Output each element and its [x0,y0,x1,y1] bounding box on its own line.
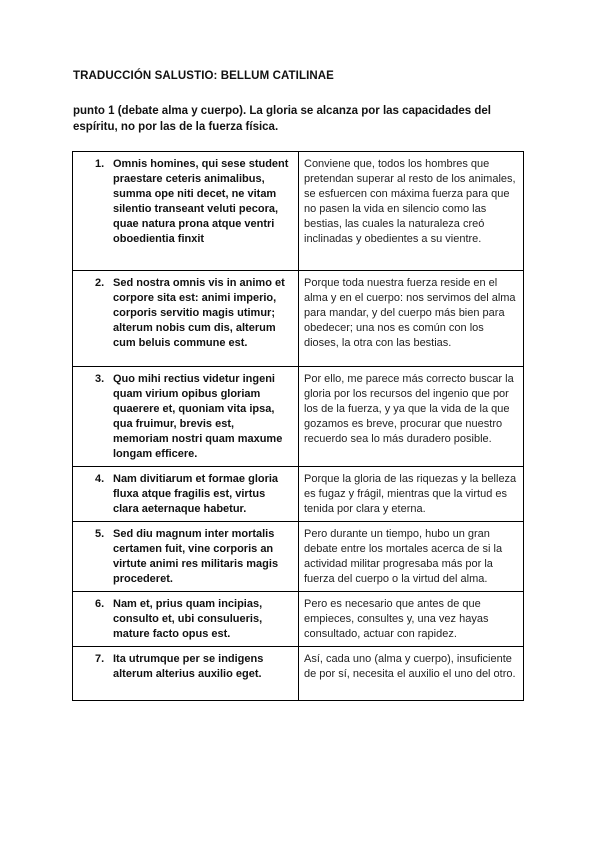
table-row [73,522,524,592]
spanish-text: Conviene que, todos los hombres que pretendan superar al resto de los animales, se esfuercen con máxima fuerza para que no pasen la vida en silencio como las bestias, las cuales la naturaleza creó inclinadas y obedientes a su vientre. [304,158,516,245]
spanish-cell [299,152,524,271]
latin-cell [73,467,299,522]
latin-text: Sed diu magnum inter mortalis certamen fuit, vine corporis an virtute animi res militaris magis procederet. [113,528,279,585]
row-number: 7. [95,653,105,665]
table-row [73,367,524,467]
row-number: 5. [95,528,105,540]
latin-cell [73,647,299,701]
translation-table [72,151,524,701]
table-row [73,647,524,701]
spanish-cell [299,522,524,592]
spanish-text: Porque la gloria de las riquezas y la belleza es fugaz y frágil, mientras que la virtud es tenida por clara y eterna. [304,473,517,515]
spanish-text: Así, cada uno (alma y cuerpo), insuficiente de por sí, necesita el auxilio el uno del otro. [304,653,516,680]
spanish-text: Pero durante un tiempo, hubo un gran debate entre los mortales acerca de si la actividad militar progresaba más por la fuerza del cuerpo o la virtud del alma. [304,528,503,585]
latin-cell [73,592,299,647]
spanish-cell [299,271,524,367]
row-number: 1. [95,158,105,170]
latin-text: Omnis homines, qui sese student praestare ceteris animalibus, summa ope niti decet, ne vitam silentio transeant veluti pecora, quae natura prona atque ventri oboedientia finxit [113,158,289,245]
row-number: 2. [95,277,105,289]
row-number: 3. [95,373,105,385]
table-row [73,592,524,647]
page-title: TRADUCCIÓN SALUSTIO: BELLUM CATILINAE [73,70,334,82]
latin-cell [73,271,299,367]
latin-cell [73,367,299,467]
spanish-cell [299,592,524,647]
table-row [73,152,524,271]
spanish-text: Por ello, me parece más correcto buscar la gloria por los recursos del ingenio que por los de la fuerza, y ya que la vida de la que gozamos es breve, procurar que nuestro recuerdo sea lo más duradero posible. [304,373,514,445]
latin-text: Ita utrumque per se indigens alterum alterius auxilio eget. [113,653,264,680]
spanish-cell [299,467,524,522]
spanish-cell [299,647,524,701]
latin-text: Quo mihi rectius videtur ingeni quam virium opibus gloriam quaerere et, quoniam vita ipsa, qua fruimur, brevis est, memoriam nostri quam maxume longam efficere. [113,373,283,460]
latin-text: Nam et, prius quam incipias, consulto et, ubi consulueris, mature facto opus est. [113,598,263,640]
row-number: 6. [95,598,105,610]
intro-paragraph: punto 1 (debate alma y cuerpo). La gloria se alcanza por las capacidades del espíritu, no por las de la fuerza física. [73,105,491,133]
spanish-text: Porque toda nuestra fuerza reside en el alma y en el cuerpo: nos servimos del alma para mandar, y del cuerpo más bien para obedecer; una nos es común con los dioses, la otra con las bestias. [304,277,516,349]
table-row [73,271,524,367]
latin-text: Sed nostra omnis vis in animo et corpore sita est: animi imperio, corporis servitio magis utimur; alterum nobis cum dis, alterum cum beluis commune est. [113,277,285,349]
table-row [73,467,524,522]
spanish-text: Pero es necesario que antes de que empieces, consultes y, una vez hayas consultado, actuar con rapidez. [304,598,489,640]
latin-cell [73,152,299,271]
spanish-cell [299,367,524,467]
latin-cell [73,522,299,592]
latin-text: Nam divitiarum et formae gloria fluxa atque fragilis est, virtus clara aeternaque habetur. [113,473,279,515]
row-number: 4. [95,473,105,485]
